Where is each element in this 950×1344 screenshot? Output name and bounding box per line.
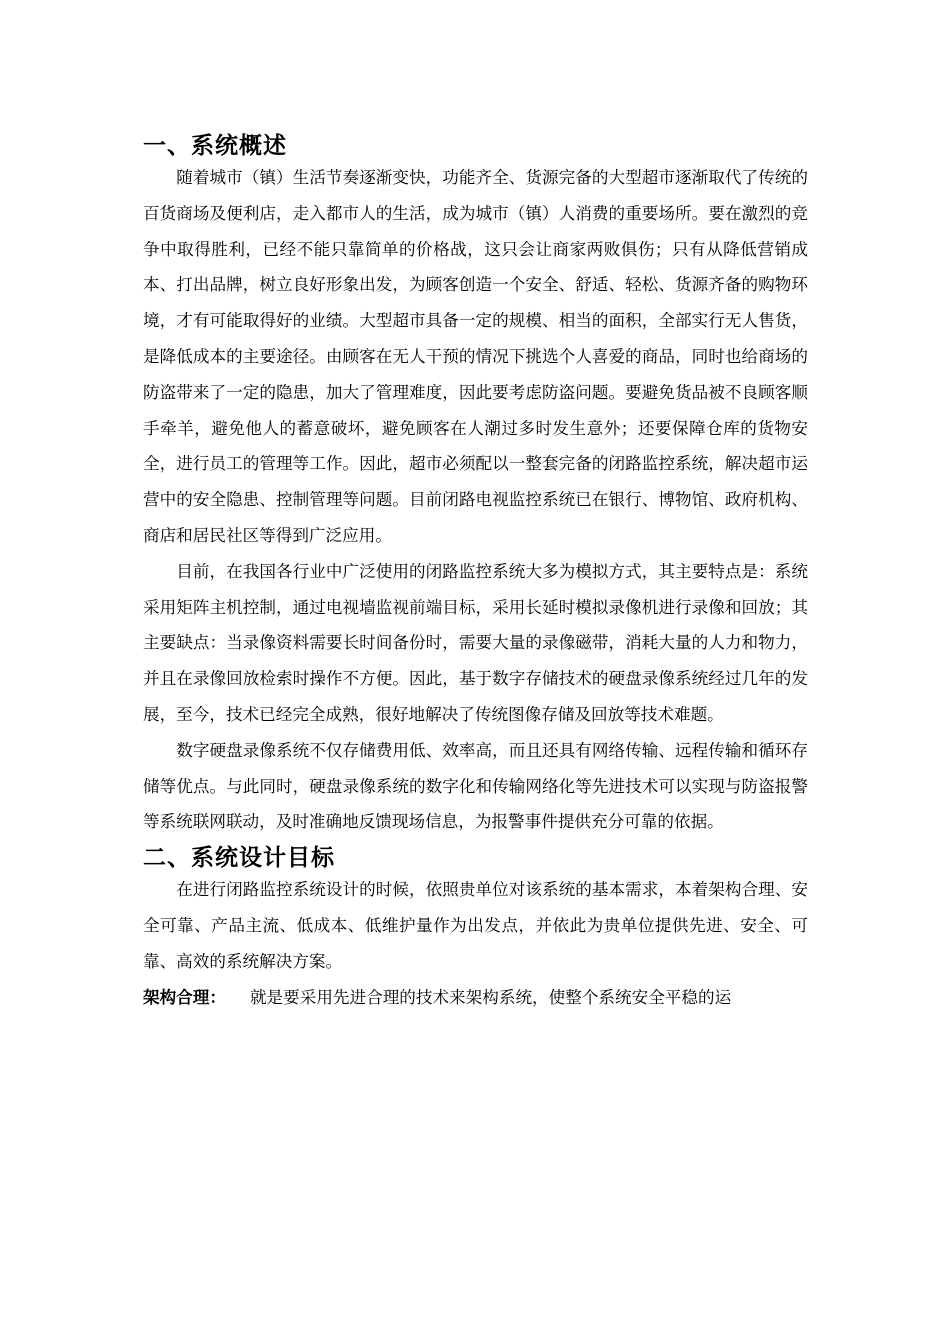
term-text: 就是要采用先进合理的技术来架构系统，使整个系统安全平稳的运 [249,987,732,1007]
section-heading-overview: 一、系统概述 [143,133,287,159]
term-paragraph-architecture [143,980,808,1016]
paragraph-overview-1: 随着城市（镇）生活节奏逐渐变快，功能齐全、货源完备的大型超市逐渐取代了传统的百货商场及便利店，走入都市人的生活，成为城市（镇）人消费的重要场所。要在激烈的竞争中取得胜利，已经不能只靠简单的价格战，这只会让商家两败俱伤；只有从降低营销成本、打出品牌，树立良好形象出发，为顾客创造一个安全、舒适、轻松、货源齐备的购物环境，才有可能取得好的业绩。大型超市具备一定的规模、相当的面积，全部实行无人售货，是降低成本的主要途径。由顾客在无人干预的情况下挑选个人喜爱的商品，同时也给商场的防盗带来了一定的隐患，加大了管理难度，因此要考虑防盗问题。要避免货品被不良顾客顺手牵羊，避免他人的蓄意破坏，避免顾客在人潮过多时发生意外；还要保障仓库的货物安全，进行员工的管理等工作。因此，超市必须配以一整套完备的闭路监控系统，解决超市运营中的安全隐患、控制管理等问题。目前闭路电视监控系统已在银行、博物馆、政府机构、商店和居民社区等得到广泛应用。 [143,168,808,545]
section-heading-design-goals: 二、系统设计目标 [143,845,335,872]
document-body [143,128,808,1015]
paragraph-overview-2: 目前，在我国各行业中广泛使用的闭路监控系统大多为模拟方式，其主要特点是：系统采用矩阵主机控制，通过电视墙监视前端目标，采用长延时模拟录像机进行录像和回放；其主要缺点：当录像资料需要长时间备份时，需要大量的录像磁带，消耗大量的人力和物力，并且在录像回放检索时操作不方便。因此，基于数字存储技术的硬盘录像系统经过几年的发展，至今，技术已经完全成熟，很好地解决了传统图像存储及回放等技术难题。 [143,561,808,724]
term-label: 架构合理： [143,987,226,1007]
paragraph-overview-3: 数字硬盘录像系统不仅存储费用低、效率高，而且还具有网络传输、远程传输和循环存储等优点。与此同时，硬盘录像系统的数字化和传输网络化等先进技术可以实现与防盗报警等系统联网联动，及时准确地反馈现场信息，为报警事件提供充分可靠的依据。 [143,740,808,832]
paragraph-design-goals-1: 在进行闭路监控系统设计的时候，依照贵单位对该系统的基本需求，本着架构合理、安全可靠、产品主流、低成本、低维护量作为出发点，并依此为贵单位提供先进、安全、可靠、高效的系统解决方案。 [143,880,808,971]
